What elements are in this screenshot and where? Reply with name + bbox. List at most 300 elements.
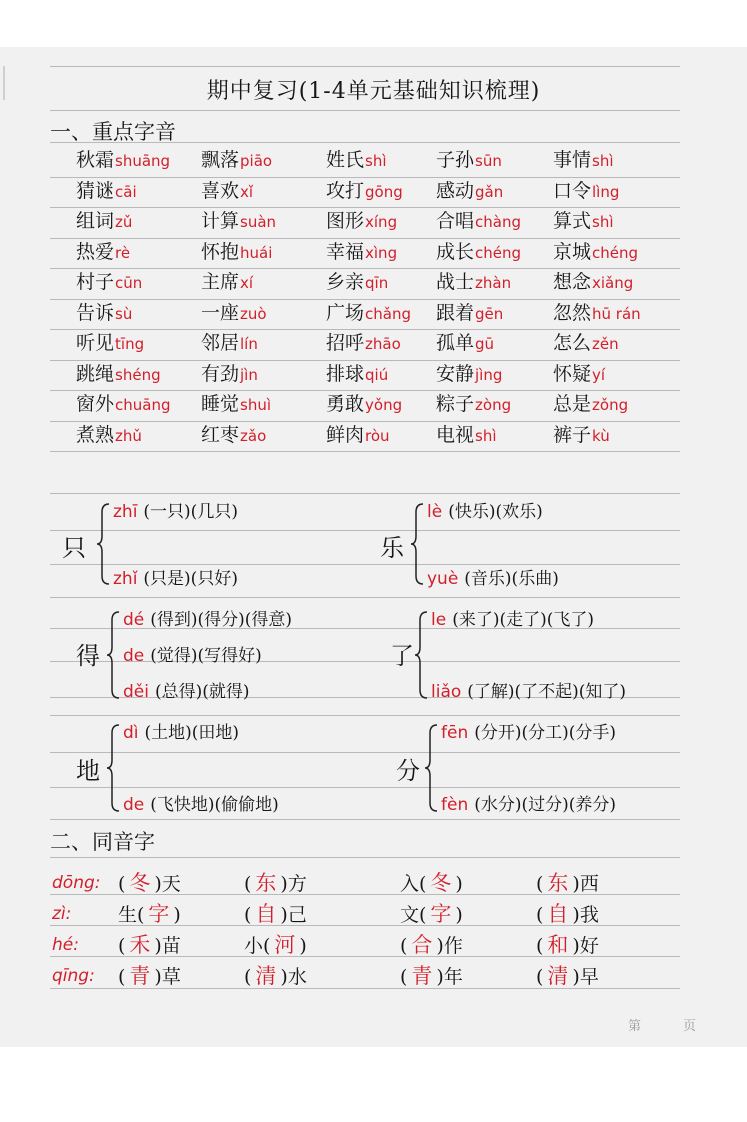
- vocab-word: 一座: [201, 301, 240, 324]
- homophone-item: [536, 961, 599, 992]
- vocab-item: [201, 238, 272, 267]
- homophone-answer: 清: [255, 964, 277, 988]
- vocab-pinyin: qīn: [365, 274, 389, 292]
- page-title: 期中复习(1-4单元基础知识梳理): [206, 79, 541, 104]
- vocab-word: 鲜肉: [326, 423, 365, 446]
- vocab-item: [76, 238, 130, 267]
- vocab-pinyin: xí: [240, 274, 254, 292]
- polyphone-char: 地: [76, 757, 100, 785]
- vocab-item: [326, 146, 387, 175]
- reading-words: (觉得)(写得好): [150, 646, 262, 666]
- homophone-item: [244, 868, 307, 899]
- vocab-item: [326, 299, 411, 328]
- vocab-item: [201, 268, 253, 297]
- vocab-word: 村子: [76, 271, 115, 293]
- ruled-line: [50, 597, 680, 598]
- vocab-item: [326, 329, 401, 358]
- vocab-word: 孤单: [436, 332, 475, 354]
- vocab-word: 组词: [76, 210, 115, 232]
- vocab-item: [201, 299, 267, 328]
- vocab-word: 想念: [553, 271, 592, 293]
- vocab-pinyin: gǎn: [475, 182, 504, 201]
- vocab-row: [0, 329, 747, 357]
- homophone-item: [400, 899, 463, 930]
- vocab-word: 电视: [436, 423, 475, 446]
- vocab-row: [0, 390, 747, 418]
- homophone-answer: 字: [430, 902, 452, 926]
- vocab-word: 有劲: [201, 362, 240, 385]
- homophone-answer: 和: [547, 933, 569, 957]
- vocab-pinyin: tīng: [115, 335, 145, 353]
- vocab-pinyin: shuì: [240, 396, 272, 414]
- vocab-item: [76, 299, 132, 328]
- vocab-pinyin: yí: [592, 365, 606, 384]
- vocab-row: [0, 421, 747, 449]
- vocab-item: [326, 390, 402, 419]
- vocab-row: [0, 146, 747, 174]
- section-heading-homophones: 二、同音字: [50, 830, 155, 854]
- homophone-answer: 河: [274, 933, 296, 957]
- reading-pinyin: zhǐ: [113, 569, 138, 589]
- brace-icon: [96, 503, 110, 585]
- homophone-prefix: (: [118, 873, 126, 895]
- vocab-pinyin: chuāng: [115, 396, 171, 414]
- homophone-prefix: (: [244, 904, 252, 926]
- vocab-pinyin: shì: [592, 152, 614, 170]
- vocab-pinyin: cūn: [115, 274, 143, 292]
- homophone-answer: 自: [255, 902, 277, 926]
- vocab-word: 勇敢: [326, 393, 365, 415]
- vocab-pinyin: hū rán: [592, 304, 641, 323]
- ruled-line: [50, 66, 680, 67]
- reading-line: [112, 567, 238, 591]
- vocab-pinyin: shì: [365, 152, 387, 170]
- vocab-word: 飘落: [201, 149, 240, 171]
- vocab-pinyin: gōng: [365, 182, 403, 201]
- vocab-item: [201, 360, 258, 389]
- polyphone-char: 分: [396, 757, 420, 785]
- reading-words: (土地)(田地): [144, 723, 240, 743]
- homophone-answer: 青: [129, 964, 151, 988]
- homophone-item: [536, 930, 599, 961]
- homophone-prefix: (: [244, 873, 252, 895]
- ruled-line: [50, 819, 680, 820]
- vocab-item: [553, 421, 610, 450]
- ruled-line: [50, 564, 680, 565]
- vocab-item: [553, 390, 628, 419]
- page-number-prefix: 第: [628, 1019, 642, 1034]
- brace-icon: [414, 611, 428, 699]
- vocab-word: 秋霜: [76, 149, 115, 171]
- vocab-item: [326, 268, 388, 297]
- vocab-word: 红枣: [201, 423, 240, 446]
- vocab-word: 招呼: [326, 332, 365, 354]
- reading-words: (一只)(几只): [143, 502, 238, 522]
- homophone-suffix: )我: [572, 904, 599, 926]
- homophone-item: [118, 961, 181, 992]
- reading-line: [440, 721, 616, 745]
- vocab-word: 喜欢: [201, 179, 240, 202]
- vocab-row: [0, 268, 747, 296]
- homophone-suffix: )好: [572, 935, 599, 957]
- reading-line: [112, 500, 238, 524]
- ruled-line: [50, 787, 680, 788]
- section-heading-pronunciation: 一、重点字音: [50, 120, 176, 144]
- homophone-prefix: (: [400, 966, 408, 988]
- vocab-pinyin: xìng: [365, 243, 398, 262]
- page-number-suffix: 页: [683, 1019, 697, 1034]
- homophone-pinyin: qīng:: [52, 966, 95, 986]
- homophone-item: [244, 930, 307, 961]
- vocab-pinyin: chéng: [592, 243, 639, 262]
- vocab-pinyin: sù: [115, 304, 133, 323]
- reading-line: [426, 500, 543, 524]
- reading-line: [122, 793, 279, 817]
- vocab-word: 怀抱: [201, 240, 240, 263]
- vocab-word: 排球: [326, 362, 365, 385]
- homophone-prefix: (: [536, 873, 544, 895]
- homophone-prefix: (: [536, 935, 544, 957]
- homophone-answer: 自: [547, 902, 569, 926]
- homophone-suffix: ): [455, 904, 463, 926]
- homophone-item: [244, 961, 307, 992]
- homophone-row: [0, 930, 747, 960]
- homophone-suffix: )草: [154, 966, 181, 988]
- brace-icon: [106, 611, 120, 699]
- ruled-line: [50, 110, 680, 111]
- reading-pinyin: fèn: [441, 795, 469, 815]
- vocab-pinyin: sūn: [475, 152, 502, 170]
- reading-pinyin: dé: [123, 610, 145, 630]
- homophone-item: [118, 899, 181, 930]
- vocab-pinyin: yǒng: [365, 396, 403, 414]
- vocab-item: [201, 421, 266, 450]
- vocab-pinyin: zuò: [240, 304, 267, 323]
- reading-line: [122, 608, 292, 632]
- vocab-pinyin: zòng: [475, 396, 512, 414]
- brace-icon: [106, 724, 120, 812]
- reading-words: (飞快地)(偷偷地): [150, 795, 279, 815]
- vocab-word: 邻居: [201, 332, 240, 354]
- homophone-item: [118, 930, 181, 961]
- homophone-suffix: )方: [280, 873, 307, 895]
- vocab-word: 热爱: [76, 240, 115, 263]
- reading-line: [430, 680, 626, 704]
- vocab-pinyin: piāo: [240, 152, 273, 170]
- homophone-suffix: )作: [436, 935, 463, 957]
- homophone-item: [400, 930, 463, 961]
- homophone-answer: 禾: [129, 933, 151, 957]
- vocab-item: [436, 207, 521, 236]
- vocab-word: 计算: [201, 210, 240, 232]
- vocab-pinyin: shì: [592, 213, 614, 231]
- vocab-word: 粽子: [436, 393, 475, 415]
- vocab-item: [76, 268, 142, 297]
- vocab-pinyin: xíng: [365, 213, 398, 231]
- vocab-item: [76, 177, 137, 206]
- reading-words: (得到)(得分)(得意): [150, 610, 293, 630]
- homophone-item: [118, 868, 181, 899]
- vocab-item: [76, 329, 144, 358]
- vocab-item: [201, 390, 271, 419]
- vocab-item: [76, 360, 161, 389]
- homophone-prefix: (: [244, 966, 252, 988]
- homophone-prefix: (: [536, 966, 544, 988]
- reading-words: (分开)(分工)(分手): [474, 723, 617, 743]
- homophone-suffix: )水: [280, 966, 307, 988]
- vocab-item: [201, 207, 276, 236]
- vocab-item: [553, 329, 619, 358]
- vocab-pinyin: chàng: [475, 213, 521, 231]
- vocab-row: [0, 238, 747, 266]
- homophone-prefix: 文(: [400, 904, 427, 926]
- vocab-pinyin: shuāng: [115, 152, 171, 170]
- vocab-word: 怀疑: [553, 362, 592, 385]
- vocab-item: [76, 421, 142, 450]
- vocab-row: [0, 177, 747, 205]
- vocab-pinyin: qiú: [365, 365, 389, 384]
- vocab-item: [553, 146, 614, 175]
- vocab-word: 幸福: [326, 240, 365, 263]
- vocab-item: [326, 207, 397, 236]
- vocab-word: 攻打: [326, 179, 365, 202]
- homophone-answer: 字: [148, 902, 170, 926]
- vocab-word: 战士: [436, 271, 475, 293]
- reading-pinyin: lè: [427, 502, 443, 522]
- vocab-pinyin: rè: [115, 243, 131, 262]
- homophone-prefix: (: [118, 935, 126, 957]
- vocab-item: [326, 177, 403, 206]
- reading-words: (来了)(走了)(飞了): [452, 610, 594, 630]
- vocab-word: 忽然: [553, 301, 592, 324]
- vocab-pinyin: gū: [475, 335, 495, 353]
- vocab-item: [553, 238, 638, 267]
- vocab-item: [553, 360, 605, 389]
- brace-icon: [410, 503, 424, 585]
- vocab-item: [436, 238, 521, 267]
- vocab-item: [436, 299, 503, 328]
- ruled-line: [50, 752, 680, 753]
- homophone-answer: 合: [411, 933, 433, 957]
- vocab-word: 怎么: [553, 332, 592, 354]
- vocab-item: [326, 238, 397, 267]
- vocab-word: 成长: [436, 240, 475, 263]
- vocab-item: [436, 177, 503, 206]
- vocab-pinyin: jìng: [475, 365, 503, 384]
- vocab-word: 听见: [76, 332, 115, 354]
- homophone-prefix: 入(: [400, 873, 427, 895]
- vocab-item: [436, 146, 502, 175]
- homophone-item: [536, 868, 599, 899]
- homophone-suffix: )己: [280, 904, 307, 926]
- vocab-item: [76, 207, 132, 236]
- homophone-pinyin: dōng:: [52, 873, 101, 893]
- ruled-line: [50, 857, 680, 858]
- reading-words: (总得)(就得): [154, 682, 250, 702]
- vocab-pinyin: chéng: [475, 243, 522, 262]
- homophone-item: [400, 868, 463, 899]
- vocab-pinyin: gēn: [475, 304, 504, 323]
- vocab-item: [553, 268, 633, 297]
- homophone-answer: 青: [411, 964, 433, 988]
- vocab-word: 合唱: [436, 210, 475, 232]
- vocab-pinyin: shì: [475, 426, 497, 445]
- vocab-word: 图形: [326, 210, 365, 232]
- polyphone-char: 得: [76, 642, 100, 670]
- vocab-pinyin: zǔ: [115, 213, 133, 231]
- reading-pinyin: liǎo: [431, 682, 462, 702]
- vocab-item: [436, 421, 497, 450]
- polyphone-char: 乐: [380, 534, 404, 562]
- vocab-pinyin: shéng: [115, 365, 161, 384]
- reading-pinyin: le: [431, 610, 447, 630]
- reading-words: (了解)(了不起)(知了): [467, 682, 627, 702]
- reading-line: [122, 721, 239, 745]
- homophone-suffix: ): [299, 935, 307, 957]
- vocab-word: 主席: [201, 271, 240, 293]
- reading-words: (只是)(只好): [143, 569, 238, 589]
- reading-line: [430, 608, 594, 632]
- vocab-pinyin: ròu: [365, 426, 390, 445]
- vocab-pinyin: zhāo: [365, 335, 401, 353]
- ruled-line: [50, 493, 680, 494]
- reading-pinyin: děi: [123, 682, 149, 702]
- vocab-word: 告诉: [76, 301, 115, 324]
- reading-pinyin: de: [123, 646, 145, 666]
- homophone-suffix: ): [173, 904, 181, 926]
- vocab-word: 京城: [553, 240, 592, 263]
- vocab-pinyin: xiǎng: [592, 274, 634, 292]
- vocab-word: 猜谜: [76, 179, 115, 202]
- homophone-answer: 东: [255, 871, 277, 895]
- vocab-word: 广场: [326, 301, 365, 324]
- homophone-item: [536, 899, 599, 930]
- vocab-pinyin: lìng: [592, 182, 620, 201]
- vocab-word: 跳绳: [76, 362, 115, 385]
- homophone-row: [0, 961, 747, 991]
- homophone-answer: 冬: [430, 871, 452, 895]
- vocab-pinyin: jìn: [240, 365, 258, 384]
- vocab-item: [553, 207, 614, 236]
- vocab-item: [201, 177, 253, 206]
- vocab-word: 煮熟: [76, 423, 115, 446]
- vocab-pinyin: cāi: [115, 182, 137, 201]
- brace-icon: [424, 724, 438, 812]
- vocab-item: [76, 390, 171, 419]
- vocab-pinyin: suàn: [240, 213, 277, 231]
- vocab-row: [0, 299, 747, 327]
- vocab-item: [436, 390, 511, 419]
- ruled-line: [50, 715, 680, 716]
- vocab-row: [0, 207, 747, 235]
- reading-words: (快乐)(欢乐): [448, 502, 543, 522]
- vocab-word: 口令: [553, 179, 592, 202]
- homophone-prefix: 生(: [118, 904, 145, 926]
- reading-words: (水分)(过分)(养分): [474, 795, 617, 815]
- vocab-item: [553, 299, 641, 328]
- reading-words: (音乐)(乐曲): [464, 569, 559, 589]
- vocab-word: 子孙: [436, 149, 475, 171]
- reading-line: [122, 680, 250, 704]
- vocab-item: [201, 146, 272, 175]
- vocab-pinyin: zhàn: [475, 274, 512, 292]
- vocab-item: [436, 268, 511, 297]
- ruled-line: [50, 530, 680, 531]
- vocab-item: [326, 360, 388, 389]
- homophone-item: [244, 899, 307, 930]
- homophone-prefix: (: [536, 904, 544, 926]
- vocab-row: [0, 360, 747, 388]
- vocab-pinyin: zhǔ: [115, 426, 142, 445]
- homophone-answer: 清: [547, 964, 569, 988]
- homophone-pinyin: zì:: [52, 904, 72, 924]
- homophone-item: [400, 961, 463, 992]
- reading-pinyin: yuè: [427, 569, 459, 589]
- reading-line: [122, 644, 262, 668]
- vocab-word: 乡亲: [326, 271, 365, 293]
- vocab-word: 事情: [553, 149, 592, 171]
- homophone-prefix: (: [118, 966, 126, 988]
- vocab-item: [436, 360, 502, 389]
- vocab-pinyin: chǎng: [365, 304, 411, 323]
- reading-line: [426, 567, 559, 591]
- vocab-word: 总是: [553, 393, 592, 415]
- homophone-answer: 冬: [129, 871, 151, 895]
- homophone-suffix: )年: [436, 966, 463, 988]
- homophone-suffix: ): [455, 873, 463, 895]
- vocab-item: [553, 177, 619, 206]
- vocab-pinyin: zǒng: [592, 396, 629, 414]
- vocab-word: 安静: [436, 362, 475, 385]
- vocab-item: [201, 329, 258, 358]
- vocab-word: 算式: [553, 210, 592, 232]
- reading-pinyin: zhī: [113, 502, 138, 522]
- homophone-row: [0, 899, 747, 929]
- reading-line: [440, 793, 616, 817]
- vocab-word: 睡觉: [201, 393, 240, 415]
- reading-pinyin: dì: [123, 723, 139, 743]
- vocab-pinyin: zǎo: [240, 426, 267, 445]
- vocab-item: [436, 329, 494, 358]
- polyphone-char: 了: [390, 642, 414, 670]
- homophone-answer: 东: [547, 871, 569, 895]
- homophone-suffix: )早: [572, 966, 599, 988]
- vocab-pinyin: huái: [240, 243, 273, 262]
- vocab-pinyin: xǐ: [240, 182, 254, 201]
- homophone-row: [0, 868, 747, 898]
- vocab-word: 感动: [436, 179, 475, 202]
- homophone-suffix: )天: [154, 873, 181, 895]
- polyphone-char: 只: [62, 534, 86, 562]
- vocab-word: 窗外: [76, 393, 115, 415]
- vocab-pinyin: zěn: [592, 335, 619, 353]
- vocab-word: 裤子: [553, 423, 592, 446]
- homophone-prefix: 小(: [244, 935, 271, 957]
- vocab-item: [326, 421, 390, 450]
- vocab-word: 跟着: [436, 301, 475, 324]
- vocab-pinyin: lín: [240, 335, 258, 353]
- homophone-suffix: )苗: [154, 935, 181, 957]
- homophone-prefix: (: [400, 935, 408, 957]
- reading-pinyin: de: [123, 795, 145, 815]
- homophone-pinyin: hé:: [52, 935, 79, 955]
- vocab-pinyin: kù: [592, 426, 610, 445]
- homophone-suffix: )西: [572, 873, 599, 895]
- vocab-item: [76, 146, 170, 175]
- reading-pinyin: fēn: [441, 723, 469, 743]
- ruled-line: [50, 451, 680, 452]
- vocab-word: 姓氏: [326, 149, 365, 171]
